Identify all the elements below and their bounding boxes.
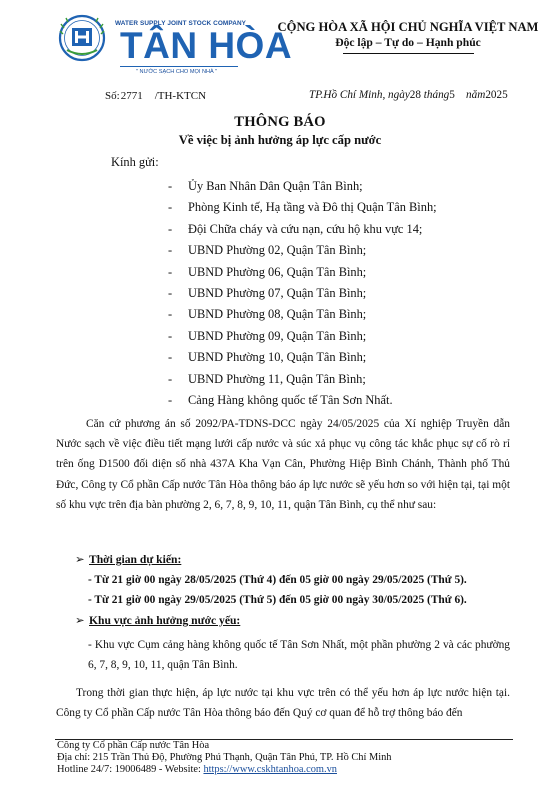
date-year-label: năm	[466, 89, 486, 101]
time-item: - Từ 21 giờ 00 ngày 28/05/2025 (Thứ 4) đến 05 giờ 00 ngày 29/05/2025 (Thứ 5).	[88, 574, 467, 586]
company-logo	[58, 14, 293, 76]
recipient-item	[168, 178, 498, 199]
water-drop-emblem-icon	[58, 14, 106, 62]
recipient-text: UBND Phường 06, Quận Tân Bình;	[188, 264, 367, 279]
list-dash: -	[168, 392, 173, 407]
page-footer	[57, 740, 392, 776]
document-date	[309, 89, 508, 101]
recipient-text: UBND Phường 08, Quận Tân Bình;	[188, 307, 367, 322]
recipient-item	[168, 199, 498, 220]
document-code: /TH-KTCN	[154, 90, 207, 102]
footer-contact	[57, 764, 392, 776]
notice-subject: Về việc bị ảnh hưởng áp lực cấp nước	[178, 133, 382, 147]
recipient-text: UBND Phường 02, Quận Tân Bình;	[188, 243, 367, 258]
footer-hotline: Hotline 24/7: 19006489 - Website:	[57, 764, 204, 775]
arrow-bullet-icon: ➢	[75, 614, 85, 627]
list-dash: -	[168, 307, 173, 322]
national-motto: Độc lập – Tự do – Hạnh phúc	[335, 36, 481, 49]
list-dash: -	[168, 221, 173, 236]
recipient-item	[168, 328, 498, 349]
greeting: Kính gửi:	[111, 155, 159, 169]
date-month-label: tháng	[423, 89, 450, 101]
logo-company-english: WATER SUPPLY JOINT STOCK COMPANY	[115, 20, 247, 27]
list-dash: -	[168, 179, 173, 193]
section-heading: Thời gian dự kiến:	[89, 553, 182, 566]
recipient-item	[168, 306, 498, 327]
footer-website-link[interactable]: https://www.cskhtanhoa.com.vn	[203, 764, 337, 775]
recipient-item	[168, 392, 498, 413]
body-paragraph-closing: Trong thời gian thực hiện, áp lực nước tại khu vực trên có thể yếu hơn áp lực nước hiện tại. Công ty Cổ phần Cấp nước Tân Hòa thông báo đến Quý cơ quan để hỗ trợ thông báo đến	[56, 687, 510, 720]
footer-address: Địa chỉ: 215 Trần Thủ Độ, Phường Phú Thạnh, Quận Tân Phú, TP. Hồ Chí Minh	[57, 752, 392, 763]
date-day: 28	[409, 89, 421, 101]
list-dash: -	[168, 285, 173, 300]
motto-underline	[343, 53, 474, 54]
date-place: TP.Hồ Chí Minh, ngày	[309, 89, 410, 101]
recipient-item	[168, 242, 498, 263]
affected-area-item: - Khu vực Cụm cảng hàng không quốc tế Tân Sơn Nhất, một phần phường 2 và các phường 6, 7, 8, 9, 10, 11, quận Tân Bình.	[88, 639, 510, 671]
recipient-item	[168, 371, 498, 392]
section-affected-area	[75, 613, 240, 627]
recipient-item	[168, 264, 498, 285]
recipient-list	[168, 178, 498, 413]
document-number	[105, 90, 206, 102]
date-year: 2025	[485, 89, 508, 101]
recipient-text: Cảng Hàng không quốc tế Tân Sơn Nhất.	[188, 392, 393, 407]
list-dash: -	[168, 350, 173, 365]
footer-company: Công ty Cổ phần Cấp nước Tân Hòa	[57, 740, 210, 751]
recipient-item	[168, 349, 498, 370]
list-dash: -	[168, 264, 173, 279]
document-number-label: Số:	[105, 90, 120, 102]
arrow-bullet-icon: ➢	[75, 553, 85, 566]
recipient-text: UBND Phường 11, Quận Tân Bình;	[188, 371, 366, 386]
notice-title: THÔNG BÁO	[234, 114, 326, 130]
date-month: 5	[449, 89, 455, 101]
recipient-text: Ủy Ban Nhân Dân Quận Tân Bình;	[188, 179, 363, 193]
recipient-text: Phòng Kinh tế, Hạ tầng và Đô thị Quận Tân Bình;	[188, 200, 437, 215]
list-dash: -	[168, 200, 173, 215]
logo-divider	[120, 66, 238, 67]
list-dash: -	[168, 328, 173, 343]
national-title: CỘNG HÒA XÃ HỘI CHỦ NGHĨA VIỆT NAM	[277, 20, 539, 34]
list-dash: -	[168, 243, 173, 258]
recipient-text: Đội Chữa cháy và cứu nạn, cứu hộ khu vực 14;	[188, 221, 423, 236]
body-paragraph-basis: Căn cứ phương án số 2092/PA-TDNS-DCC ngày 24/05/2025 của Xí nghiệp Truyền dẫn Nước sạch về việc điều tiết mạng lưới cấp nước và súc xả phục vụ công tác khắc phục sự cố rò rỉ trên ống D1500 đối diện số nhà 437A Kha Vạn Cân, Phường Hiệp Bình Chánh, Thành phố Thủ Đức, Công ty Cổ phần Cấp nước Tân Hòa thông báo áp lực nước sẽ yếu hơn so với hiện tại, tại một số khu vực trên địa bàn phường 2, 6, 7, 8, 9, 10, 11, quận Tân Bình, cụ thể như sau:	[56, 418, 510, 511]
recipient-item	[168, 221, 498, 242]
logo-company-name: TÂN HÒA	[120, 25, 293, 66]
section-expected-time	[75, 552, 181, 566]
recipient-text: UBND Phường 09, Quận Tân Bình;	[188, 328, 367, 343]
recipient-text: UBND Phường 10, Quận Tân Bình;	[188, 350, 367, 365]
section-heading: Khu vực ảnh hưởng nước yếu:	[89, 614, 241, 627]
list-dash: -	[168, 371, 173, 386]
logo-slogan: " NƯỚC SẠCH CHO MỌI NHÀ "	[136, 69, 218, 75]
recipient-item	[168, 285, 498, 306]
time-item: - Từ 21 giờ 00 ngày 29/05/2025 (Thứ 5) đến 05 giờ 00 ngày 30/05/2025 (Thứ 6).	[88, 594, 467, 606]
recipient-text: UBND Phường 07, Quận Tân Bình;	[188, 285, 367, 300]
document-number-value: 2771	[120, 90, 143, 102]
